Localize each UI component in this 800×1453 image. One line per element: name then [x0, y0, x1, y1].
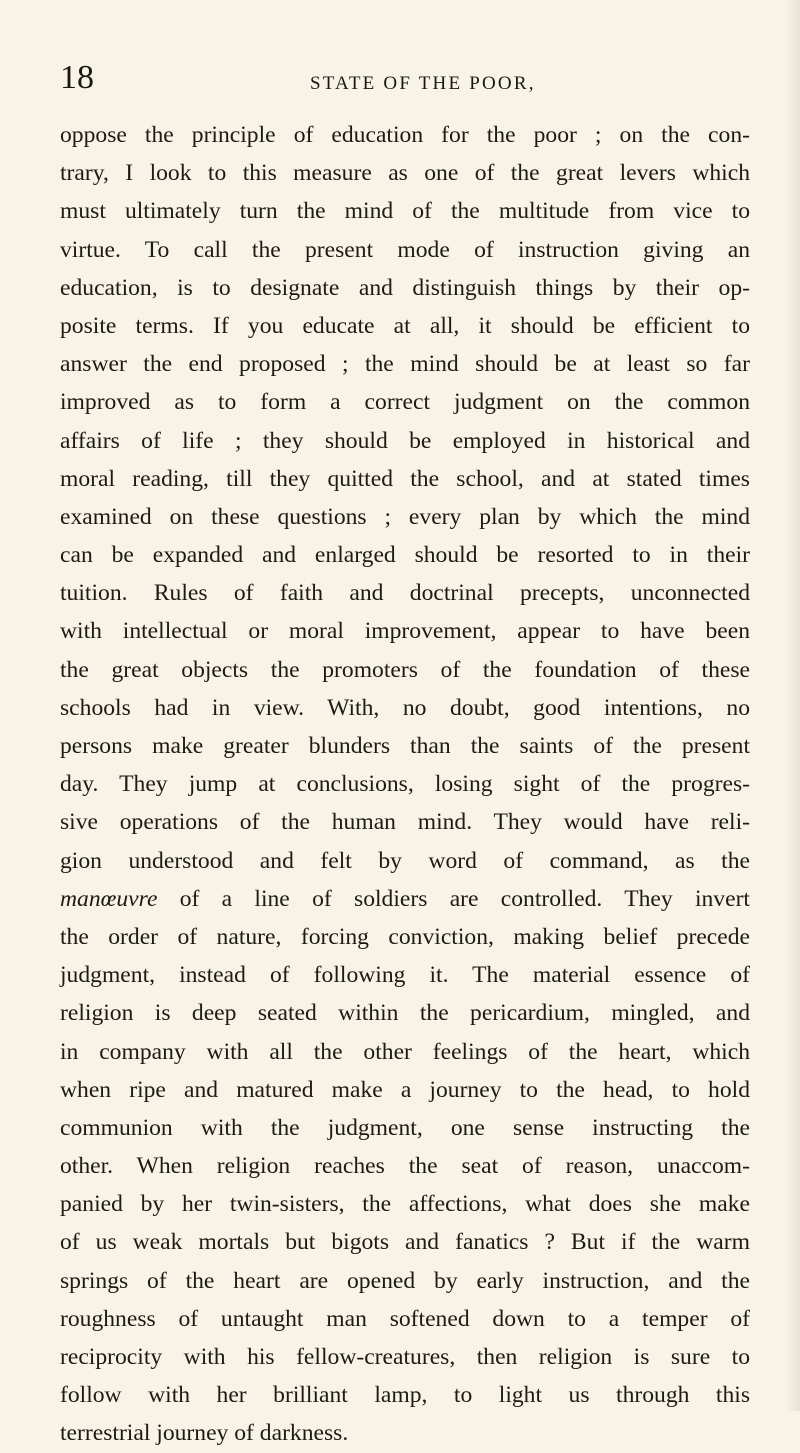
text-line: sive operations of the human mind. They would have reli- [60, 809, 750, 836]
text-line: in company with all the other feelings of the heart, which [60, 1038, 750, 1065]
text-line: must ultimately turn the mind of the multitude from vice to [60, 198, 750, 225]
italic-word: manœuvre [60, 885, 158, 912]
text-line: oppose the principle of education for the poor ; on the con- [60, 122, 750, 148]
text-line: religion is deep seated within the pericardium, mingled, and [60, 1000, 750, 1027]
text-line: virtue. To call the present mode of instruction giving an [60, 236, 750, 263]
text-line: reciprocity with his fellow-creatures, then religion is sure to [60, 1344, 750, 1370]
text-line: other. When religion reaches the seat of reason, unaccom- [60, 1153, 750, 1180]
text-line-with-italic [60, 880, 750, 918]
running-head: STATE OF THE POOR, [310, 73, 536, 94]
text-line: schools had in view. With, no doubt, good intentions, no [60, 694, 750, 721]
text-line: can be expanded and enlarged should be resorted to in their [60, 542, 750, 569]
text-line: the great objects the promoters of the foundation of these [60, 656, 750, 683]
text-line: examined on these questions ; every plan by which the mind [60, 503, 750, 530]
text-line: gion understood and felt by word of command, as the [60, 847, 750, 874]
text-line: persons make greater blunders than the saints of the present [60, 733, 750, 759]
text-line: answer the end proposed ; the mind should be at least so far [60, 351, 750, 378]
text-line: when ripe and matured make a journey to the head, to hold [60, 1076, 750, 1103]
text-line: follow with her brilliant lamp, to light us through this [60, 1382, 750, 1409]
text-line: with intellectual or moral improvement, appear to have been [60, 618, 750, 645]
text-line: improved as to form a correct judgment on the common [60, 389, 750, 416]
text-line: springs of the heart are opened by early instruction, and the [60, 1267, 750, 1294]
text-line: affairs of life ; they should be employed in historical and [60, 427, 750, 454]
text-line: tuition. Rules of faith and doctrinal precepts, unconnected [60, 580, 750, 607]
page-number: 18 [60, 59, 94, 96]
text-line: the order of nature, forcing conviction, making belief precede [60, 923, 750, 950]
text-line: of us weak mortals but bigots and fanatics ? But if the warm [60, 1229, 750, 1256]
text-line: communion with the judgment, one sense instructing the [60, 1114, 750, 1141]
text-line: posite terms. If you educate at all, it should be efficient to [60, 312, 750, 339]
text-line: judgment, instead of following it. The material essence of [60, 962, 750, 989]
text-line: moral reading, till they quitted the school, and at stated times [60, 465, 750, 492]
text-line: education, is to designate and distinguish things by their op- [60, 274, 750, 301]
text-line-last: terrestrial journey of darkness. [60, 1420, 349, 1447]
page-edge-shadow [786, 0, 800, 1411]
text-line: day. They jump at conclusions, losing sight of the progres- [60, 771, 750, 798]
text-line: panied by her twin-sisters, the affections, what does she make [60, 1191, 750, 1218]
text-line: roughness of untaught man softened down to a temper of [60, 1305, 750, 1332]
text-line-rest: of a line of soldiers are controlled. They invert [157, 885, 750, 912]
page-header [60, 58, 750, 98]
body-text [60, 116, 750, 1453]
text-line: trary, I look to this measure as one of the great levers which [60, 160, 750, 187]
